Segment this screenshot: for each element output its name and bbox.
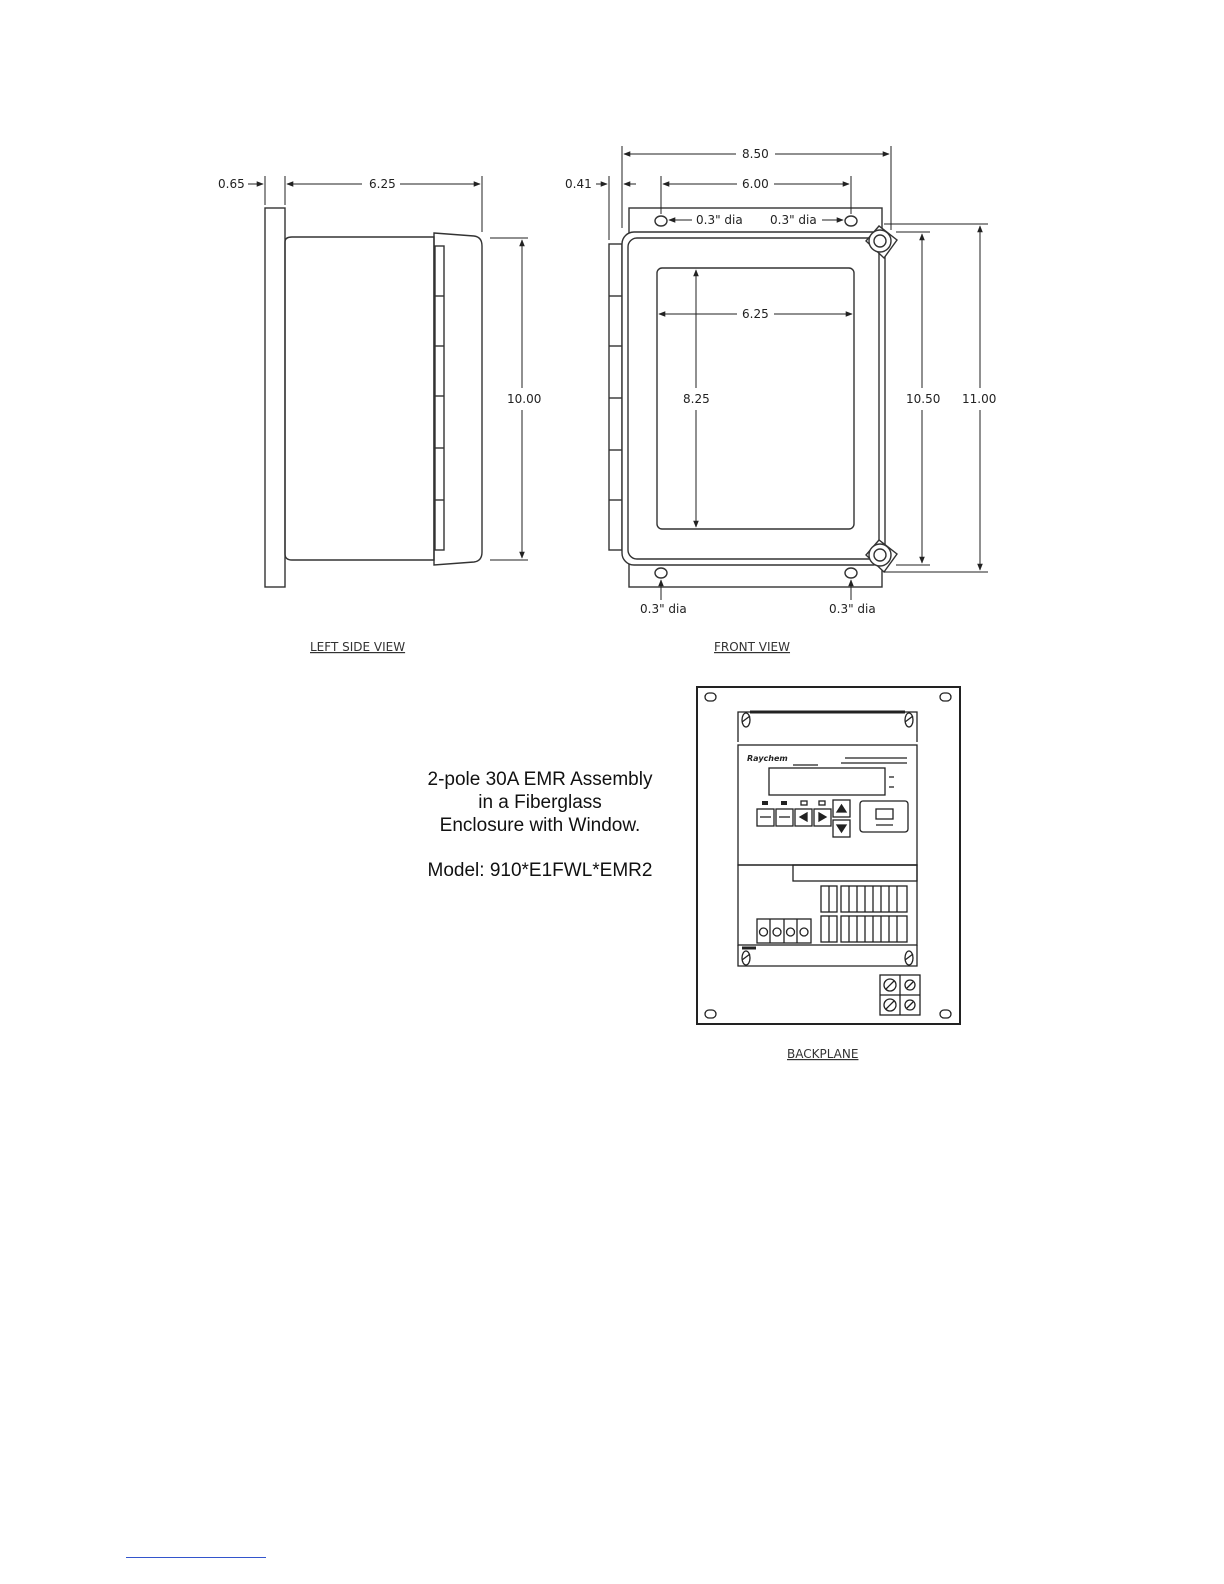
left-side-dimensions xyxy=(248,176,528,560)
dim-overall-width: 8.50 xyxy=(742,147,769,161)
description-line-1: 2-pole 30A EMR Assembly xyxy=(427,769,653,790)
assembly-description xyxy=(380,768,700,882)
backplane-title: BACKPLANE xyxy=(787,1047,859,1061)
enclosure-door xyxy=(622,232,885,565)
dim-hole-spacing: 6.00 xyxy=(742,177,769,191)
footnote-separator xyxy=(126,1557,266,1558)
dim-hole-top-left: 0.3" dia xyxy=(696,213,743,227)
dim-hole-top-right: 0.3" dia xyxy=(770,213,817,227)
dim-hole-bottom-right: 0.3" dia xyxy=(829,602,876,616)
backplane-panel xyxy=(697,687,960,1024)
description-line-2: in a Fiberglass xyxy=(478,792,602,813)
controller-brand: Raychem xyxy=(747,754,788,763)
dim-window-width: 6.25 xyxy=(742,307,769,321)
dim-side-height: 10.00 xyxy=(507,392,542,406)
terminal-block-lower xyxy=(821,916,907,942)
mounting-hole xyxy=(845,216,857,226)
description-line-3: Enclosure with Window. xyxy=(439,815,641,836)
dim-overall-height: 11.00 xyxy=(962,392,997,406)
left-side-view xyxy=(265,208,482,587)
dim-box-height: 10.50 xyxy=(906,392,941,406)
enclosure-body-side xyxy=(285,237,434,560)
hinge-strip xyxy=(435,246,444,550)
front-view xyxy=(609,208,897,587)
mounting-hole xyxy=(655,568,667,578)
dim-offset: 0.41 xyxy=(565,177,592,191)
front-view-title: FRONT VIEW xyxy=(714,640,791,654)
side-hinge-strip xyxy=(609,244,622,550)
dim-hole-bottom-left: 0.3" dia xyxy=(640,602,687,616)
model-number: Model: 910*E1FWL*EMR2 xyxy=(427,860,653,881)
mounting-flange xyxy=(265,208,285,587)
mounting-hole xyxy=(845,568,857,578)
dim-window-height: 8.25 xyxy=(683,392,710,406)
dim-side-depth: 6.25 xyxy=(369,177,396,191)
backplane xyxy=(697,687,960,1024)
terminal-block-upper xyxy=(821,886,907,912)
controller-display xyxy=(769,768,885,795)
left-side-view-title: LEFT SIDE VIEW xyxy=(310,640,406,654)
ground-terminals xyxy=(880,975,920,1015)
dim-flange: 0.65 xyxy=(218,177,245,191)
enclosure-lid-side xyxy=(434,233,482,565)
mounting-hole xyxy=(655,216,667,226)
power-terminals xyxy=(757,919,811,943)
